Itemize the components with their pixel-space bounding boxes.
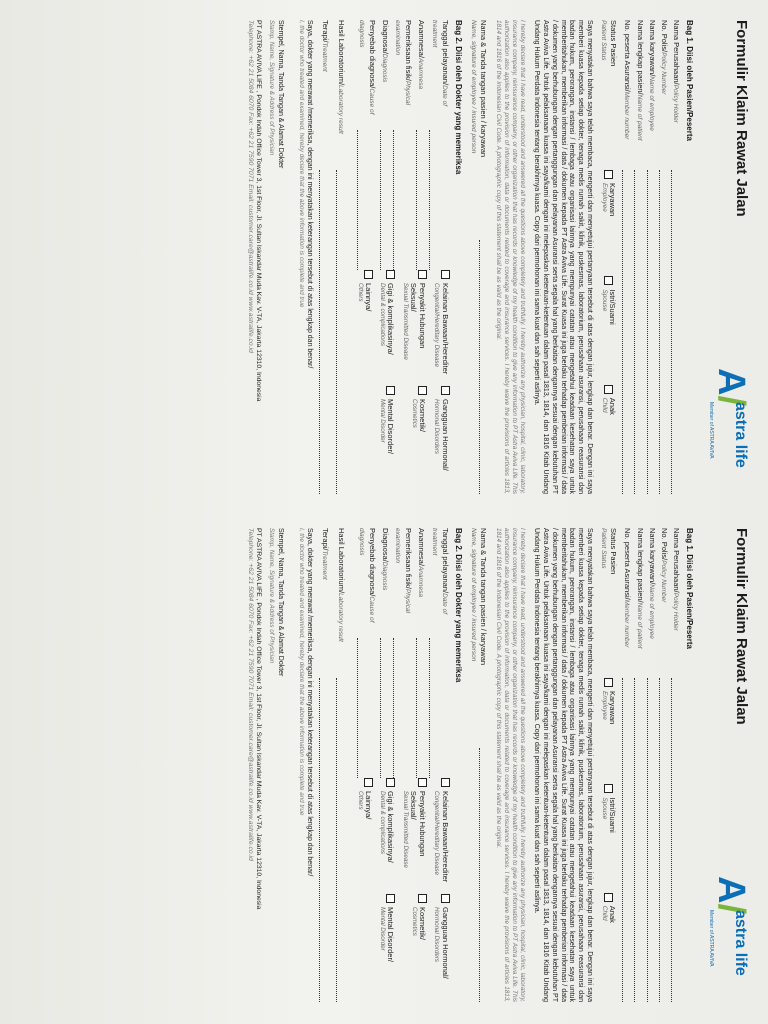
field-employee-name[interactable]: Nama karyawan/Name of employee xyxy=(647,528,657,1002)
check-mental[interactable]: Mental Disorder/ Mental Disorder xyxy=(376,894,395,1002)
field-diagnosis[interactable]: Diagnosa/Diagnosis xyxy=(380,20,390,270)
field-patient-name[interactable]: Nama lengkap pasien/Name of patient xyxy=(635,528,645,1002)
declaration-text: Saya menyatakan bahwa saya telah membaca, mengerti dan menyetujui pertanyaan tersebut di atas dengan jujur, lengkap dan benar. Dengan ini saya memberi kuasa kepada setiap dokter, tenaga medis rumah sakit, klinik, puskesmas, laboratorium, perusahaan asuransi, perusahaan reasuransi dan badan hukum, perorangan, instansi / lembaga atau organisasi lainnya yang mempunyai catatan atau mengetahui keadaan kesehatan saya untuk memberitahukan, memberikan informasi / data / dokumen kepada PT Astra Aviva Life. Surat Kuasa ini juga berlaku terhadap pemberian informasi / data / dokumen yang berhubungan dengan pertanggungan dan pelayanan Asuransi serta segala hal yang berkaitan dengannya sesuai dengan kebutuhan PT Astra Aviva Life. Untuk pelaksanaan kuasa ini saya/kami dengan ini melepaskan ketentuan-ketentuan dalam pasal 1813, 1814, dan 1816 Kitab Undang Undang Hukum Perdata Indonesia tentang berakhirnya kuasa. Copy dari permohonan ini sama kuat dan sah seperti aslinya. xyxy=(533,528,593,1002)
doctor-section xyxy=(354,528,450,1002)
field-patient-name[interactable]: Nama lengkap pasien/Name of patient xyxy=(635,20,645,494)
doctor-section xyxy=(354,20,450,494)
logo-brand: astra life xyxy=(732,910,749,976)
status-spouse-checkbox[interactable]: Istri/Suami Spouse xyxy=(600,784,618,832)
field-anamnesa[interactable]: Anamnesa/Anamnesa xyxy=(416,20,426,270)
patient-status: Status Pasien Patient Status Karyawan Employee Istri/Suami Spouse Anak Child xyxy=(600,20,619,415)
doctor-stamp[interactable]: Stempel, Nama, Tanda Tangan & Alamat Dokter Stamp, Name, Signature & Address of Physician xyxy=(268,528,284,677)
field-policy-number[interactable]: No. Polis/Policy Number xyxy=(659,20,669,494)
check-std[interactable]: Penyakit Hubungan Seksual/ Sexual Transmitted Disease xyxy=(399,270,428,378)
field-member-number[interactable]: No. peserta Asuransi/Member number xyxy=(622,20,632,494)
check-congenital[interactable]: Kelainan Bawaan/Herediter Congenital/Hereditary Disease xyxy=(430,270,449,378)
field-lab-result[interactable]: Hasil Laboratorium/Laboratory result xyxy=(336,20,346,494)
form-title: Formulir Klaim Rawat Jalan xyxy=(733,20,750,217)
field-therapy[interactable]: Terapi/Treatment xyxy=(319,528,329,1002)
field-policy-holder[interactable]: Nama Perusahaan/Policy Holder xyxy=(671,20,681,494)
field-policy-holder[interactable]: Nama Perusahaan/Policy Holder xyxy=(671,528,681,1002)
check-hormonal[interactable]: Gangguan Hormonal/ Hormonal Disorders xyxy=(430,386,449,494)
check-others[interactable]: Lainnya/ Others xyxy=(354,778,373,886)
logo-sub: Member of ASTRA AVIVA xyxy=(708,402,714,459)
section-1-title: Bag 1. Diisi oleh Pasien/Peserta xyxy=(685,528,694,649)
declaration-text-en: I hereby declare that I have read, understood and answered all the questions above completely and truthfully. I hereby authorize any physician, hospital, clinic, laboratory, insurance company, reinsurance company, or other organization that has records or knowledge of my health condition to give any information to PT Astra Aviva Life. This authorization also applies to the provision of information, data or documents related to coverage and insurance services. I hereby waive the provisions of articles 1813, 1814 and 1816 of the Indonesian Civil Code. A photographic copy of this statement shall be as valid as the original. xyxy=(495,528,526,1002)
status-employee-checkbox[interactable]: Karyawan Employee xyxy=(600,678,618,724)
check-cosmetic[interactable]: Kosmetik/ Cosmetics xyxy=(399,894,428,1002)
logo-a-icon: A/ xyxy=(710,368,752,407)
check-std[interactable]: Penyakit Hubungan Seksual/ Sexual Transmitted Disease xyxy=(399,778,428,886)
status-spouse-checkbox[interactable]: Istri/Suami Spouse xyxy=(600,276,618,324)
declaration-text-en: I hereby declare that I have read, understood and answered all the questions above completely and truthfully. I hereby authorize any physician, hospital, clinic, laboratory, insurance company, reinsurance company, or other organization that has records or knowledge of my health condition to give any information to PT Astra Aviva Life. This authorization also applies to the provision of information, data or documents related to coverage and insurance services. I hereby waive the provisions of articles 1813, 1814 and 1816 of the Indonesian Civil Code. A photographic copy of this statement shall be as valid as the original. xyxy=(495,20,526,494)
patient-signature[interactable]: Nama & Tanda tangan pasien / karyawan Name, signature of employee / insured person xyxy=(469,20,489,494)
check-dental[interactable]: Gigi & komplikasinya/ Dental & complications xyxy=(376,270,395,378)
field-diagnosis-cause[interactable]: Penyebab diagnosa/Cause of diagnosis xyxy=(357,528,377,778)
claim-form-copy-2 xyxy=(18,520,758,1010)
field-therapy[interactable]: Terapi/Treatment xyxy=(319,20,329,494)
form-title: Formulir Klaim Rawat Jalan xyxy=(733,528,750,725)
check-dental[interactable]: Gigi & komplikasinya/ Dental & complications xyxy=(376,778,395,886)
astra-life-logo xyxy=(700,876,754,996)
status-child-checkbox[interactable]: Anak Child xyxy=(600,893,618,923)
check-congenital[interactable]: Kelainan Bawaan/Herediter Congenital/Hereditary Disease xyxy=(430,778,449,886)
logo-a-icon: A/ xyxy=(710,876,752,915)
doctor-stamp[interactable]: Stempel, Nama, Tanda Tangan & Alamat Dokter Stamp, Name, Signature & Address of Physician xyxy=(268,20,284,169)
field-lab-result[interactable]: Hasil Laboratorium/Laboratory result xyxy=(336,528,346,1002)
patient-signature[interactable]: Nama & Tanda tangan pasien / karyawan Name, signature of employee / insured person xyxy=(469,528,489,1002)
astra-life-logo xyxy=(700,368,754,488)
check-mental[interactable]: Mental Disorder/ Mental Disorder xyxy=(376,386,395,494)
form-header xyxy=(698,12,758,502)
field-physical-exam[interactable]: Pemeriksaan fisik/Physical examination xyxy=(393,20,413,270)
check-cosmetic[interactable]: Kosmetik/ Cosmetics xyxy=(399,386,428,494)
field-anamnesa[interactable]: Anamnesa/Anamnesa xyxy=(416,528,426,778)
doctor-statement: Saya, dokter yang merawat /memeriksa, dengan ini menyatakan keterangan tersebut di atas lengkap dan benar/ I, the doctor who treated and examined, hereby declare that the above information is complete and true xyxy=(297,20,314,369)
logo-brand: astra life xyxy=(732,402,749,468)
logo-sub: Member of ASTRA AVIVA xyxy=(708,910,714,967)
company-address: PT ASTRA AVIVA LIFE , Pondok Indah Office Tower 3, 1st Floor, Jl. Sultan Iskandar Muda Kav. V-TA, Jakarta 12310, Indonesia Telephone: +62 21 5084 6070 Fax: +62 21 7590 7071 Email: customer.care@astralife.co.id www.astralife.co.id xyxy=(246,528,263,910)
check-others[interactable]: Lainnya/ Others xyxy=(354,270,373,378)
company-address: PT ASTRA AVIVA LIFE , Pondok Indah Office Tower 3, 1st Floor, Jl. Sultan Iskandar Muda Kav. V-TA, Jakarta 12310, Indonesia Telephone: +62 21 5084 6070 Fax: +62 21 7590 7071 Email: customer.care@astralife.co.id www.astralife.co.id xyxy=(246,20,263,402)
section-2-title: Bag 2. Diisi oleh Dokter yang memeriksa xyxy=(453,20,463,175)
field-diagnosis-cause[interactable]: Penyebab diagnosa/Cause of diagnosis xyxy=(357,20,377,270)
form-header xyxy=(698,520,758,1010)
status-employee-checkbox[interactable]: Karyawan Employee xyxy=(600,170,618,216)
status-child-checkbox[interactable]: Anak Child xyxy=(600,385,618,415)
doctor-statement: Saya, dokter yang merawat /memeriksa, dengan ini menyatakan keterangan tersebut di atas lengkap dan benar/ I, the doctor who treated and examined, hereby declare that the above information is complete and true xyxy=(297,528,314,877)
patient-status: Status Pasien Patient Status Karyawan Employee Istri/Suami Spouse Anak Child xyxy=(600,528,619,923)
section-2-title: Bag 2. Diisi oleh Dokter yang memeriksa xyxy=(453,528,463,683)
field-diagnosis[interactable]: Diagnosa/Diagnosis xyxy=(380,528,390,778)
declaration-text: Saya menyatakan bahwa saya telah membaca, mengerti dan menyetujui pertanyaan tersebut di atas dengan jujur, lengkap dan benar. Dengan ini saya memberi kuasa kepada setiap dokter, tenaga medis rumah sakit, klinik, puskesmas, laboratorium, perusahaan asuransi, perusahaan reasuransi dan badan hukum, perorangan, instansi / lembaga atau organisasi lainnya yang mempunyai catatan atau mengetahui keadaan kesehatan saya untuk memberitahukan, memberikan informasi / data / dokumen kepada PT Astra Aviva Life. Surat Kuasa ini juga berlaku terhadap pemberian informasi / data / dokumen yang berhubungan dengan pertanggungan dan pelayanan Asuransi serta segala hal yang berkaitan dengannya sesuai dengan kebutuhan PT Astra Aviva Life. Untuk pelaksanaan kuasa ini saya/kami dengan ini melepaskan ketentuan-ketentuan dalam pasal 1813, 1814, dan 1816 Kitab Undang Undang Hukum Perdata Indonesia tentang berakhirnya kuasa. Copy dari permohonan ini sama kuat dan sah seperti aslinya. xyxy=(533,20,593,494)
field-physical-exam[interactable]: Pemeriksaan fisik/Physical examination xyxy=(393,528,413,778)
section-1-title: Bag 1. Diisi oleh Pasien/Peserta xyxy=(685,20,694,141)
field-treatment-date[interactable]: Tanggal pelayanan/Date of treatment xyxy=(429,20,449,270)
field-policy-number[interactable]: No. Polis/Policy Number xyxy=(659,528,669,1002)
field-employee-name[interactable]: Nama karyawan/Name of employee xyxy=(647,20,657,494)
field-treatment-date[interactable]: Tanggal pelayanan/Date of treatment xyxy=(429,528,449,778)
claim-form-copy-1 xyxy=(18,12,758,502)
check-hormonal[interactable]: Gangguan Hormonal/ Hormonal Disorders xyxy=(430,894,449,1002)
field-member-number[interactable]: No. peserta Asuransi/Member number xyxy=(622,528,632,1002)
